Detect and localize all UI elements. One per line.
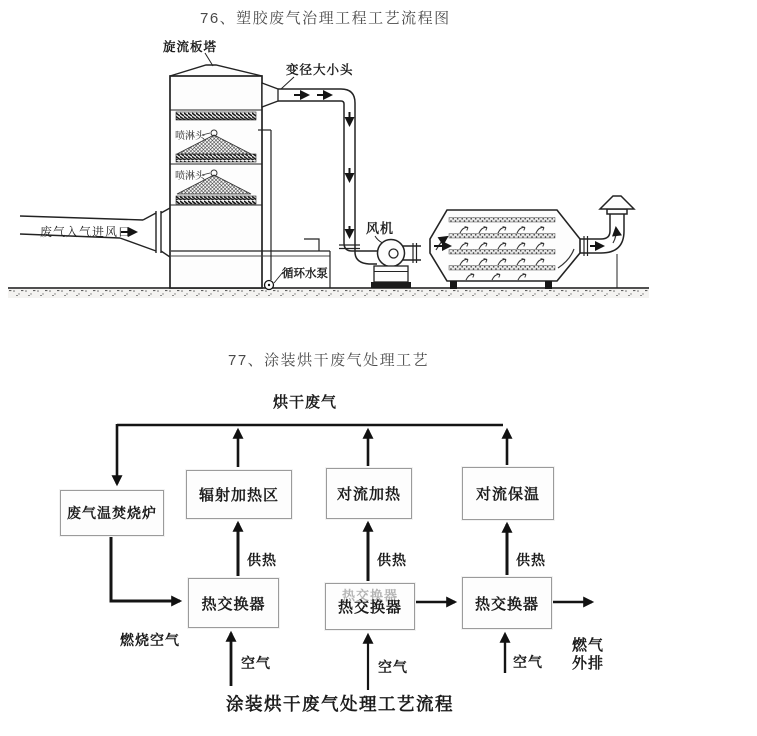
- fan-label-pointer: [375, 236, 383, 243]
- pump-center-dot: [268, 284, 270, 286]
- tower-label-pointer: [205, 53, 213, 66]
- spray-head-1-label: 喷淋头: [175, 131, 205, 142]
- diagram-77-connectors: [0, 380, 660, 725]
- ground-line: [8, 288, 649, 298]
- adsorber-vessel: [430, 210, 580, 289]
- air-label-2: 空气: [378, 659, 408, 675]
- tower-label: 旋流板塔: [163, 40, 218, 54]
- fan-label: 风机: [366, 221, 395, 236]
- air-label-3: 空气: [513, 654, 543, 670]
- reducer-fitting: [262, 83, 278, 107]
- box-heat-exchanger-1: 热交换器: [188, 578, 279, 628]
- section-77-title: 77、涂装烘干废气处理工艺: [228, 352, 430, 369]
- box-convection-heating: 对流加热: [326, 468, 412, 519]
- incinerator-to-hx1-elbow: [111, 533, 180, 601]
- overhead-duct: [278, 89, 378, 264]
- tank-stub-pipe: [304, 239, 319, 251]
- duct-flow-arrows: [294, 95, 350, 237]
- swirl-plate-tray-3: [176, 196, 256, 204]
- heat-supply-label-2: 供热: [377, 552, 407, 568]
- swirl-plate-tray-1: [176, 112, 256, 120]
- diagram-77-caption: 涂装烘干废气处理工艺流程: [226, 694, 454, 714]
- circulating-pump-label: 循环水泵: [282, 268, 328, 280]
- box-heat-exchanger-2: [325, 583, 415, 630]
- exhaust-gas-out-line2: 外排: [572, 656, 605, 672]
- heat-exchanger-2-ghost-text: 热交换器: [341, 588, 398, 603]
- exhaust-gas-out-label: [572, 637, 604, 673]
- box-incinerator: 废气温焚烧炉: [60, 490, 164, 536]
- reducer-label-pointer: [281, 77, 294, 89]
- section-76-title: 76、塑胶废气治理工程工艺流程图: [200, 10, 451, 27]
- box-convection-holding: 对流保温: [462, 467, 554, 520]
- exhaust-stack: [580, 196, 634, 288]
- reducer-label: 变径大小头: [286, 63, 354, 77]
- air-label-1: 空气: [241, 655, 271, 671]
- box-heat-exchanger-3: 热交换器: [462, 577, 552, 629]
- combustion-air-label: 燃烧空气: [120, 632, 180, 648]
- heat-exchanger-2-label: 热交换器: [337, 599, 402, 616]
- diagram-76-plastic-waste-gas-process: [0, 0, 660, 305]
- stack-up-arrow: [613, 228, 616, 243]
- spray-head-2-label: 喷淋头: [175, 171, 205, 182]
- heat-supply-label-1: 供热: [247, 552, 277, 568]
- box-radiant-heating-zone: 辐射加热区: [186, 470, 292, 519]
- fan-drawing: [371, 240, 421, 288]
- gas-inlet-label: 废气入气进风口: [40, 225, 132, 239]
- exhaust-gas-out-line1: 燃气: [572, 638, 605, 654]
- swirl-plate-tray-2: [176, 154, 256, 162]
- drying-gas-label: 烘干废气: [273, 394, 338, 411]
- heat-supply-label-3: 供热: [516, 552, 546, 568]
